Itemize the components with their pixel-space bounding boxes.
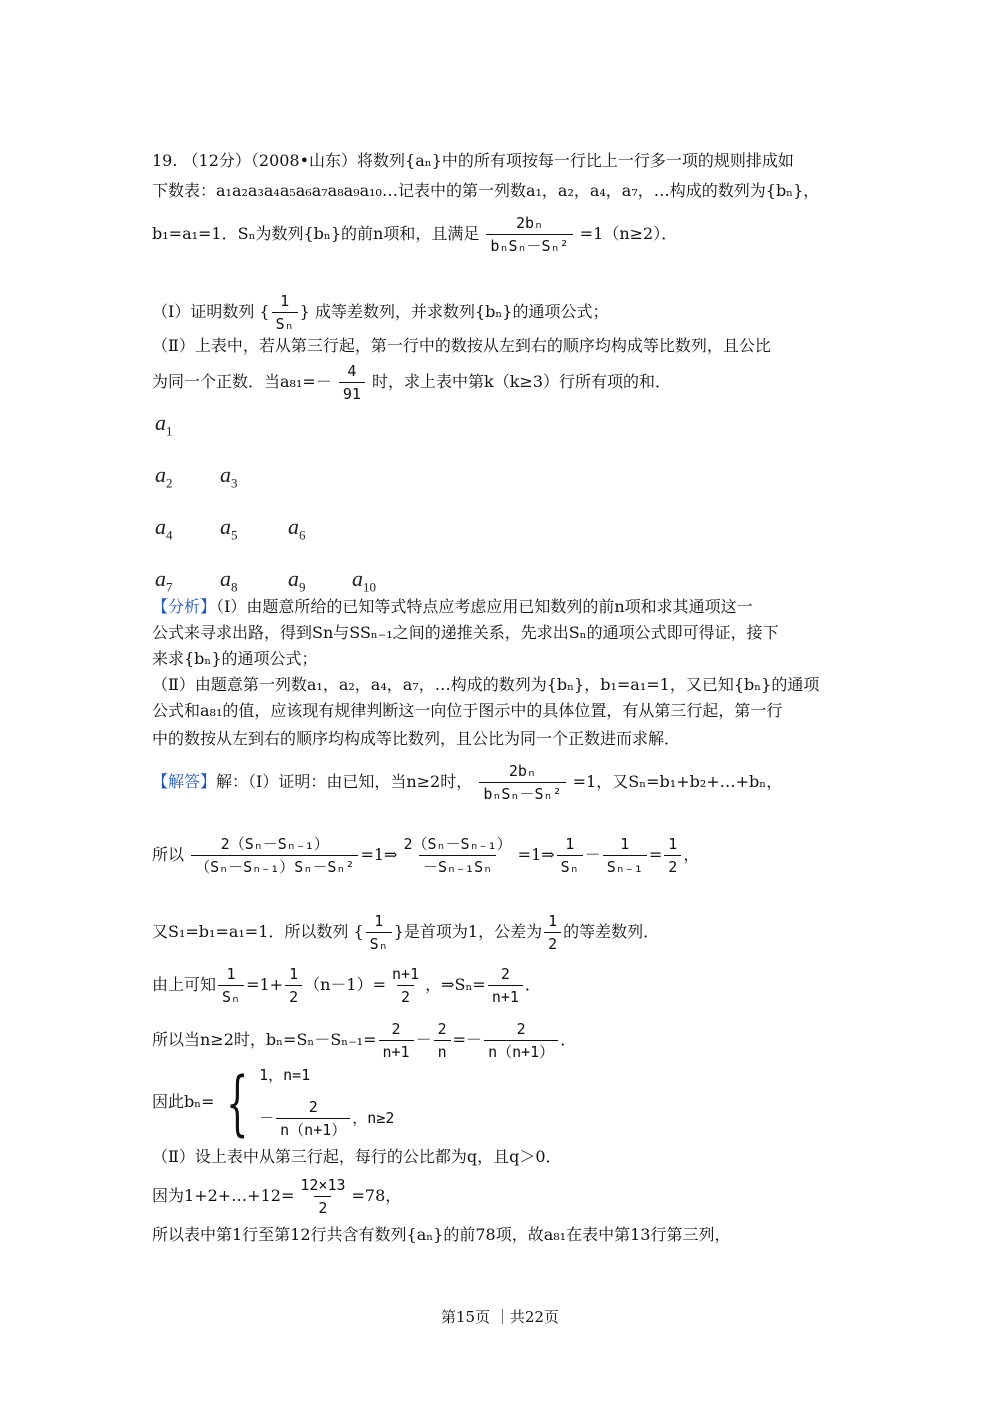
sol-4-f4-num: 2 [500,965,510,983]
sol-3-post: 的等差数列． [563,922,660,941]
sol-4-pre: 由上可知 [152,975,217,994]
solution-line-3 [152,910,659,955]
question-line-3 [152,212,677,257]
sol-2-fraction-2 [399,833,515,878]
part-2-fraction-num: 4 [347,362,357,380]
sol-5-eq: =－ [452,1030,483,1049]
sol-2-f1-num: 2（Sₙ－Sₙ₋₁） [220,835,329,853]
solution-line-7: （Ⅱ）设上表中从第三行起，每行的公比都为q，且q＞0． [152,1147,562,1166]
brace-right: } [299,302,310,321]
case-2-fraction [276,1096,350,1141]
sol-5-f1-num: 2 [391,1020,401,1038]
sol-5-f2-num: 2 [437,1020,447,1038]
question-line-1: 19. （12分）（2008•山东）将数列{aₙ}中的所有项按每一行比上一行多一项的规则排成如 [152,151,794,170]
question-line-3-post: =1（n≥2）． [579,224,678,243]
sol-8-post: =78， [351,1186,402,1205]
solution-line-1 [152,760,782,805]
brace-left: { [259,302,270,321]
sol-4-f2-num: 1 [289,965,299,983]
piecewise-cases [259,1064,394,1141]
sol-5-post: ． [560,1030,577,1049]
question-part-2-line-1: （Ⅱ）上表中，若从第三行起，第一行中的数按从左到右的顺序均构成等比数列，且公比 [152,336,771,355]
sol-2-fraction-5 [664,833,681,878]
sol-8-den: 2 [314,1196,331,1219]
table-cell: $a_{10}$ [352,566,376,595]
question-part-2-line-2 [152,360,671,405]
table-cell: $a_2$ [155,462,173,491]
analysis-line-3: 来求{bₙ}的通项公式； [152,649,318,668]
sol-3-fraction [366,910,392,955]
sol-6-pre: 因此bₙ= [152,1092,215,1111]
solution-tag: 【解答】 [152,772,217,791]
sol-2-f3-num: 1 [565,835,575,853]
analysis-line-1 [152,596,753,618]
sol-1-den: bₙSₙ－Sₙ² [479,782,565,805]
sol-2-f5-num: 1 [668,835,678,853]
question-fraction [486,212,572,257]
question-part-1 [152,290,608,335]
sol-3-mid: 是首项为1，公差为 [403,922,543,941]
analysis-line-5: 公式和a₈₁的值，应该现有规律判断这一向位于图示中的具体位置，有从第三行起，第一行 [152,701,783,720]
sol-3-brace-right: } [393,922,404,941]
table-cell: $a_1$ [155,410,173,439]
sol-2-f5-den: 2 [664,855,681,878]
sol-1-num: 2bₙ [508,762,536,780]
sol-1-post: =1，又Sₙ=b₁+b₂+…+bₙ， [572,772,783,791]
sol-3-brace-left: { [353,922,364,941]
sol-4-f1-num: 1 [226,965,236,983]
solution-line-8 [152,1174,401,1219]
table-cell: $a_3$ [220,462,238,491]
question-line-2: 下数表：a₁a₂a₃a₄a₅a₆a₇a₈a₉a₁₀…记表中的第一列数a₁，a₂，a₄，a₇，…构成的数列为{bₙ}， [152,181,820,200]
analysis-line-6: 中的数按从左到右的顺序均构成等比数列，且公比为同一个正数进而求解． [152,729,681,748]
sol-2-f2-num: 2（Sₙ－Sₙ₋₁） [403,835,512,853]
cases-brace: { [225,1061,248,1144]
case-1: 1，n=1 [259,1066,311,1084]
sol-5-fraction-2 [434,1018,451,1063]
sol-2-eq: = [648,845,663,864]
case-2 [259,1096,394,1141]
part-1-post: 成等差数列，并求数列{bₙ}的通项公式； [314,302,609,321]
sol-2-f1-den: （Sₙ－Sₙ₋₁）Sₙ－Sₙ² [191,855,358,878]
solution-line-5 [152,1018,576,1063]
table-cell: $a_5$ [220,514,238,543]
sol-5-fraction-3 [484,1018,558,1063]
sol-4-mid-3: ，⇒Sₙ= [425,975,486,994]
part-2-pre: 为同一个正数．当a₈₁=－ [152,372,332,391]
sol-3-pre: 又S₁=b₁=a₁=1．所以数列 [152,922,349,941]
part-2-fraction-den: 91 [339,382,365,405]
sol-4-fraction-2 [285,963,302,1008]
table-cell: $a_4$ [155,514,173,543]
sol-5-minus: － [415,1030,432,1049]
sol-2-minus: － [584,845,601,864]
part-1-fraction [272,290,298,335]
sol-2-f4-num: 1 [620,835,630,853]
sol-5-f3-num: 2 [516,1020,526,1038]
sol-4-fraction-3 [388,963,423,1008]
sol-2-pre: 所以 [152,845,185,864]
question-fraction-den: bₙSₙ－Sₙ² [486,234,572,257]
sol-1-pre: 解：（Ⅰ）证明：由已知，当n≥2时， [216,772,473,791]
sol-3-f-num: 1 [374,912,384,930]
sol-4-fraction-1 [218,963,244,1008]
sol-3-f-den: Sₙ [366,932,392,955]
sol-2-f4-den: Sₙ₋₁ [603,855,647,878]
analysis-text-1: （Ⅰ）由题意所给的已知等式特点应考虑应用已知数列的前n项和求其通项这一 [216,597,753,616]
sol-4-f1-den: Sₙ [218,985,244,1008]
sol-4-f3-num: n+1 [392,965,420,983]
sol-4-fraction-4 [488,963,523,1008]
question-line-3-pre: b₁=a₁=1．Sₙ为数列{bₙ}的前n项和，且满足 [152,224,480,243]
analysis-tag: 【分析】 [152,597,217,616]
sol-8-pre: 因为1+2+…+12= [152,1186,295,1205]
sol-3-fraction-2 [544,910,561,955]
sol-3-f2-den: 2 [544,932,561,955]
analysis-line-4: （Ⅱ）由题意第一列数a₁，a₂，a₄，a₇，…构成的数列为{bₙ}，b₁=a₁=1，又已知{bₙ}的通项 [152,675,820,694]
question-fraction-num: 2bₙ [515,214,544,232]
solution-line-6 [152,1061,395,1144]
sol-3-f2-num: 1 [548,912,558,930]
case-2-pre: － [259,1109,275,1127]
sol-5-fraction-1 [379,1018,414,1063]
sol-4-mid-2: （n－1）= [304,975,387,994]
sol-2-f2-den: －Sₙ₋₁Sₙ [419,855,496,878]
part-2-fraction [339,360,365,405]
sol-2-fraction-1 [191,833,358,878]
page-footer: 第15页 ｜共22页 [441,1308,559,1326]
case-2-den: n（n+1） [276,1118,350,1141]
case-2-num: 2 [308,1098,318,1116]
table-cell: $a_9$ [288,566,306,595]
sol-8-fraction [296,1174,349,1219]
solution-line-9: 所以表中第1行至第12行共含有数列{aₙ}的前78项，故a₈₁在表中第13行第三列， [152,1225,731,1244]
part-2-post: 时，求上表中第k（k≥3）行所有项的和． [372,372,672,391]
sol-5-pre: 所以当n≥2时，bₙ=Sₙ－Sₙ₋₁= [152,1030,377,1049]
part-1-fraction-den: Sₙ [272,312,298,335]
part-1-fraction-num: 1 [280,292,290,310]
table-cell: $a_7$ [155,566,173,595]
sol-5-f2-den: n [434,1040,451,1063]
sol-2-fraction-4 [603,833,647,878]
solution-line-2 [152,833,699,878]
sol-2-mid-2: =1⇒ [517,845,555,864]
sol-4-post: ． [524,975,541,994]
solution-line-4 [152,963,541,1008]
table-cell: $a_8$ [220,566,238,595]
analysis-line-2: 公式来寻求出路，得到Sn与SSₙ₋₁之间的递推关系，先求出Sₙ的通项公式即可得证，接下 [152,623,779,642]
sol-2-fraction-3 [557,833,583,878]
sol-2-end: ， [683,845,700,864]
sol-4-mid-1: =1+ [246,975,284,994]
sol-1-fraction [479,760,565,805]
sol-4-f3-den: 2 [397,985,414,1008]
table-cell: $a_6$ [288,514,306,543]
sol-5-f3-den: n（n+1） [484,1040,558,1063]
part-1-pre: （Ⅰ）证明数列 [152,302,255,321]
sol-5-f1-den: n+1 [379,1040,414,1063]
sol-4-f4-den: n+1 [488,985,523,1008]
sol-2-f3-den: Sₙ [557,855,583,878]
case-2-post: ，n≥2 [352,1109,395,1127]
sol-8-num: 12×13 [300,1176,346,1194]
sol-2-mid-1: =1⇒ [360,845,398,864]
sol-4-f2-den: 2 [285,985,302,1008]
